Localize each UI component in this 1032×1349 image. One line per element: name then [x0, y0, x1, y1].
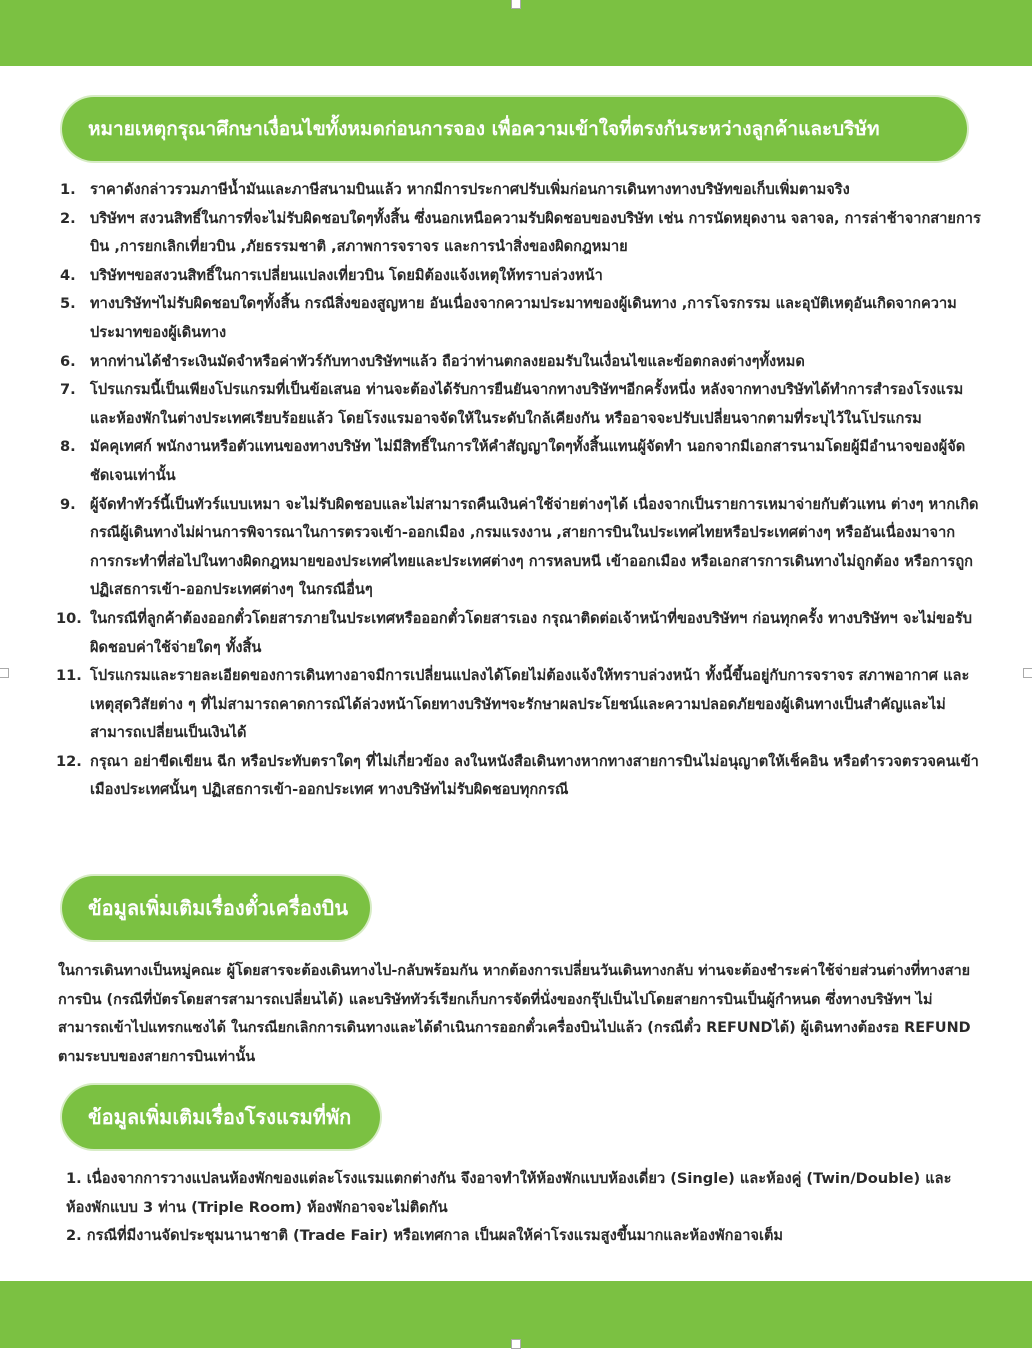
hotel-notes-list	[66, 1165, 956, 1251]
term-number: 2.	[60, 209, 76, 227]
term-item	[56, 748, 986, 805]
term-item	[56, 348, 986, 377]
bottom-green-band	[0, 1281, 1032, 1348]
term-number: 10.	[56, 609, 82, 627]
term-text: บริษัทฯขอสงวนสิทธิ์ในการเปลี่ยนแปลงเที่ยวบิน โดยมิต้องแจ้งเหตุให้ทราบล่วงหน้า	[90, 266, 603, 284]
crop-mark-left	[0, 668, 9, 678]
ticket-section-heading: ข้อมูลเพิ่มเติมเรื่องตั๋วเครื่องบิน	[62, 876, 370, 940]
terms-heading: หมายเหตุกรุณาศึกษาเงื่อนไขทั้งหมดก่อนการจอง เพื่อความเข้าใจที่ตรงกันระหว่างลูกค้าและบริษัท	[62, 97, 967, 161]
term-item	[56, 205, 986, 262]
term-text: ในกรณีที่ลูกค้าต้องออกตั๋วโดยสารภายในประเทศหรือออกตั๋วโดยสารเอง กรุณาติดต่อเจ้าหน้าที่ของบริษัทฯ ก่อนทุกครั้ง ทางบริษัทฯ จะไม่ขอรับผิดชอบค่าใช้จ่ายใดๆ ทั้งสิ้น	[90, 609, 973, 656]
hotel-note: 2. กรณีที่มีงานจัดประชุมนานาชาติ (Trade Fair) หรือเทศกาล เป็นผลให้ค่าโรงแรมสูงขึ้นมากและห้องพักอาจเต็ม	[66, 1227, 784, 1245]
term-item	[56, 605, 986, 662]
term-number: 12.	[56, 752, 82, 770]
term-text: โปรแกรมและรายละเอียดของการเดินทางอาจมีการเปลี่ยนแปลงได้โดยไม่ต้องแจ้งให้ทราบล่วงหน้า ทั้งนี้ขึ้นอยู่กับการจราจร สภาพอากาศ และเหตุสุดวิสัยต่าง ๆ ที่ไม่สามารถคาดการณ์ได้ล่วงหน้าโดยทางบริษัทฯจะรักษาผลประโยชน์และความปลอดภัยของผู้เดินทางเป็นสำคัญและไม่สามารถเปลี่ยนเป็นเงินได้	[90, 667, 970, 742]
term-item	[56, 662, 986, 748]
term-number: 9.	[60, 495, 76, 513]
term-item	[56, 290, 986, 347]
term-number: 8.	[60, 438, 76, 456]
term-item	[56, 376, 986, 433]
ticket-section-body: ในการเดินทางเป็นหมู่คณะ ผู้โดยสารจะต้องเดินทางไป-กลับพร้อมกัน หากต้องการเปลี่ยนวันเดินทางกลับ ท่านจะต้องชำระค่าใช้จ่ายส่วนต่างที่ทางสายการบิน (กรณีที่บัตรโดยสารสามารถเปลี่ยนได้) และบริษัททัวร์เรียกเก็บการจัดที่นั่งของกรุ๊ปเป็นไปโดยสายการบินเป็นผู้กำหนด ซึ่งทางบริษัทฯ ไม่สามารถเข้าไปแทรกแซงได้ ในกรณียกเลิกการเดินทางและได้ดำเนินการออกตั๋วเครื่องบินไปแล้ว (กรณีตั๋ว REFUNDได้) ผู้เดินทางต้องรอ REFUND ตามระบบของสายการบินเท่านั้น	[58, 963, 971, 1065]
term-text: กรุณา อย่าขีดเขียน ฉีก หรือประทับตราใดๆ ที่ไม่เกี่ยวข้อง ลงในหนังสือเดินทางหากทางสายการบินไม่อนุญาตให้เช็คอิน หรือตำรวจตรวจคนเข้าเมืองประเทศนั้นๆ ปฏิเสธการเข้า-ออกประเทศ ทางบริษัทไม่รับผิดชอบทุกกรณี	[90, 752, 979, 799]
term-text: หากท่านได้ชำระเงินมัดจำหรือค่าทัวร์กับทางบริษัทฯแล้ว ถือว่าท่านตกลงยอมรับในเงื่อนไขและข้อตกลงต่างๆทั้งหมด	[90, 352, 805, 370]
term-text: บริษัทฯ สงวนสิทธิ์ในการที่จะไม่รับผิดชอบใดๆทั้งสิ้น ซึ่งนอกเหนือความรับผิดชอบของบริษัท เช่น การนัดหยุดงาน จลาจล, การล่าช้าจากสายการบิน ,การยกเลิกเที่ยวบิน ,ภัยธรรมชาติ ,สภาพการจราจร และการนำสิ่งของผิดกฎหมาย	[90, 209, 981, 256]
term-text: ทางบริษัทฯไม่รับผิดชอบใดๆทั้งสิ้น กรณีสิ่งของสูญหาย อันเนื่องจากความประมาทของผู้เดินทาง ,การโจรกรรม และอุบัติเหตุอันเกิดจากความประมาทของผู้เดินทาง	[90, 295, 957, 341]
term-number: 7.	[60, 381, 76, 399]
top-green-band	[0, 0, 1032, 66]
term-number: 11.	[56, 667, 82, 685]
term-text: ผู้จัดทำทัวร์นี้เป็นทัวร์แบบเหมา จะไม่รับผิดชอบและไม่สามารถคืนเงินค่าใช้จ่ายต่างๆได้ เนื่องจากเป็นรายการเหมาจ่ายกับตัวแทน ต่างๆ หากเกิดกรณีผู้เดินทางไม่ผ่านการพิจารณาในการตรวจเข้า-ออกเมือง ,กรมแรงงาน ,สายการบินในประเทศไทยหรือประเทศต่างๆ หรืออันเนื่องมาจากการกระทำที่ส่อไปในทางผิดกฎหมายของประเทศไทยและประเทศต่างๆ การหลบหนี เข้าออกเมือง หรือเอกสารการเดินทางไม่ถูกต้อง หรือการถูกปฏิเสธการเข้า-ออกประเทศต่างๆ ในกรณีอื่นๆ	[90, 495, 979, 599]
term-number: 4.	[60, 266, 76, 284]
term-item	[56, 262, 986, 291]
term-number: 5.	[60, 295, 76, 313]
term-text: โปรแกรมนี้เป็นเพียงโปรแกรมที่เป็นข้อเสนอ ท่านจะต้องได้รับการยืนยันจากทางบริษัทฯอีกครั้งหนึ่ง หลังจากทางบริษัทได้ทำการสำรองโรงแรมและห้องพักในต่างประเทศเรียบร้อยแล้ว โดยโรงแรมอาจจัดให้ในระดับใกล้เคียงกัน หรืออาจจะปรับเปลี่ยนจากตามที่ระบุไว้ในโปรแกรม	[90, 381, 964, 427]
term-number: 1.	[60, 181, 76, 198]
hotel-note: 1. เนื่องจากการวางแปลนห้องพักของแต่ละโรงแรมแตกต่างกัน จึงอาจทำให้ห้องพักแบบห้องเดี่ยว (Single) และห้องคู่ (Twin/Double) และห้องพักแบบ 3 ท่าน (Triple Room) ห้องพักอาจจะไม่ติดกัน	[66, 1170, 952, 1216]
crop-mark-top	[511, 0, 521, 9]
term-item	[56, 433, 986, 490]
terms-list	[56, 176, 986, 805]
term-item	[56, 491, 986, 605]
term-text: มัคคุเทศก์ พนักงานหรือตัวแทนของทางบริษัท ไม่มีสิทธิ์ในการให้คำสัญญาใดๆทั้งสิ้นแทนผู้จัดทำ นอกจากมีเอกสารนามโดยผู้มีอำนาจของผู้จัดชัดเจนเท่านั้น	[90, 438, 966, 484]
hotel-section-heading: ข้อมูลเพิ่มเติมเรื่องโรงแรมที่พัก	[62, 1085, 380, 1149]
term-text: ราคาดังกล่าวรวมภาษีน้ำมันและภาษีสนามบินแล้ว หากมีการประกาศปรับเพิ่มก่อนการเดินทางทางบริษัทขอเก็บเพิ่มตามจริง	[90, 181, 850, 198]
term-item	[56, 176, 986, 205]
crop-mark-right	[1023, 668, 1032, 678]
term-number: 6.	[60, 352, 76, 370]
